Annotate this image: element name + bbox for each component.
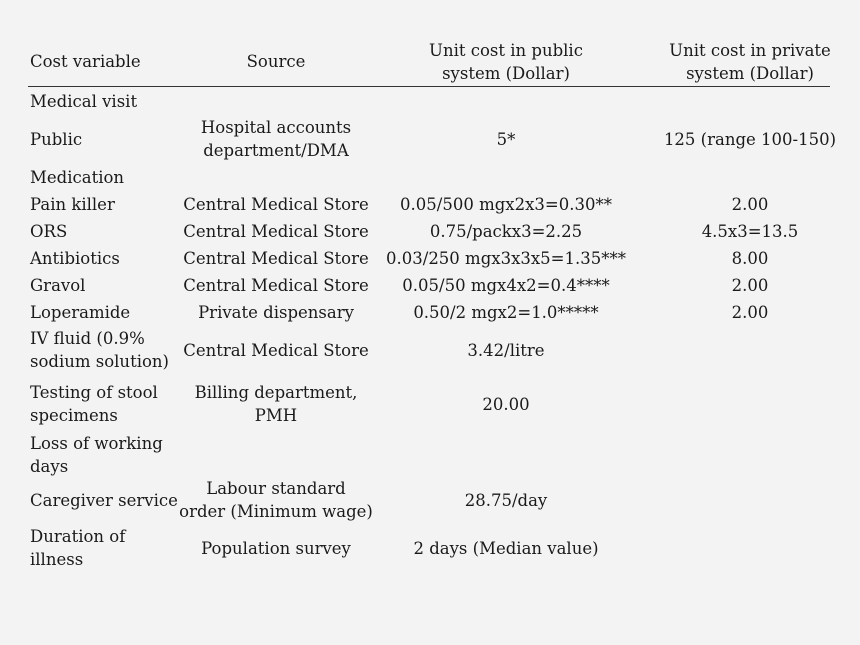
cell-cost-variable: Gravol — [30, 275, 86, 295]
cell-public-cost: 0.75/packx3=2.25 — [429, 221, 583, 241]
cell-cost-variable: Medication — [30, 167, 125, 187]
cell-cost-variable: Loperamide — [30, 302, 131, 322]
cell-source: Private dispensary — [198, 302, 354, 322]
cell-public-cost: 0.03/250 mgx3x3x5=1.35*** — [386, 248, 626, 268]
cell-private-cost: 8.00 — [731, 248, 769, 268]
cell-cost-variable: days — [30, 457, 69, 476]
cell-private-cost: 4.5x3=13.5 — [701, 221, 799, 241]
cell-private-cost: 125 (range 100-150) — [663, 129, 837, 149]
cell-public-cost: 20.00 — [482, 394, 530, 414]
cell-private-cost: 2.00 — [731, 302, 769, 322]
header-public-cost-line2: system (Dollar) — [442, 64, 570, 83]
header-divider — [28, 86, 830, 87]
cell-source: Hospital accounts — [200, 118, 352, 137]
cell-source: PMH — [254, 406, 298, 425]
cell-cost-variable: Testing of stool — [30, 383, 158, 402]
cell-cost-variable: Duration of — [30, 527, 126, 546]
cell-cost-variable: Public — [30, 129, 83, 149]
cell-source: Billing department, — [194, 383, 358, 402]
cell-cost-variable: Antibiotics — [30, 248, 120, 268]
cell-source: department/DMA — [203, 141, 349, 160]
cell-public-cost: 5* — [496, 129, 516, 149]
cell-public-cost: 2 days (Median value) — [413, 538, 599, 558]
header-public-cost-line1: Unit cost in public — [429, 41, 583, 60]
cell-public-cost: 0.50/2 mgx2=1.0***** — [413, 302, 599, 322]
cell-public-cost: 28.75/day — [464, 490, 548, 510]
cell-private-cost: 2.00 — [731, 275, 769, 295]
cell-cost-variable: Pain killer — [30, 194, 115, 214]
cell-cost-variable: ORS — [30, 221, 68, 241]
cell-cost-variable: specimens — [30, 406, 118, 425]
cell-cost-variable: Loss of working — [30, 434, 163, 453]
cell-public-cost: 0.05/500 mgx2x3=0.30** — [400, 194, 612, 214]
cell-cost-variable: IV fluid (0.9% — [30, 329, 145, 348]
cell-source: Central Medical Store — [183, 194, 369, 214]
cell-source: Central Medical Store — [183, 248, 369, 268]
header-source: Source — [246, 52, 306, 71]
cell-source: Central Medical Store — [183, 221, 369, 241]
header-private-cost-line1: Unit cost in private — [669, 41, 831, 60]
cell-source: order (Minimum wage) — [179, 502, 373, 521]
cell-private-cost: 2.00 — [731, 194, 769, 214]
cell-public-cost: 3.42/litre — [467, 340, 545, 360]
cell-cost-variable: Caregiver service — [30, 490, 178, 510]
cell-source: Population survey — [201, 538, 351, 558]
cell-source: Central Medical Store — [183, 275, 369, 295]
cell-cost-variable: sodium solution) — [30, 352, 169, 371]
cell-cost-variable: Medical visit — [30, 91, 138, 111]
cell-source: Labour standard — [206, 479, 346, 498]
header-cost-variable: Cost variable — [30, 52, 141, 71]
cell-cost-variable: illness — [30, 550, 84, 569]
cell-source: Central Medical Store — [183, 340, 369, 360]
header-private-cost-line2: system (Dollar) — [686, 64, 814, 83]
cell-public-cost: 0.05/50 mgx4x2=0.4**** — [402, 275, 610, 295]
